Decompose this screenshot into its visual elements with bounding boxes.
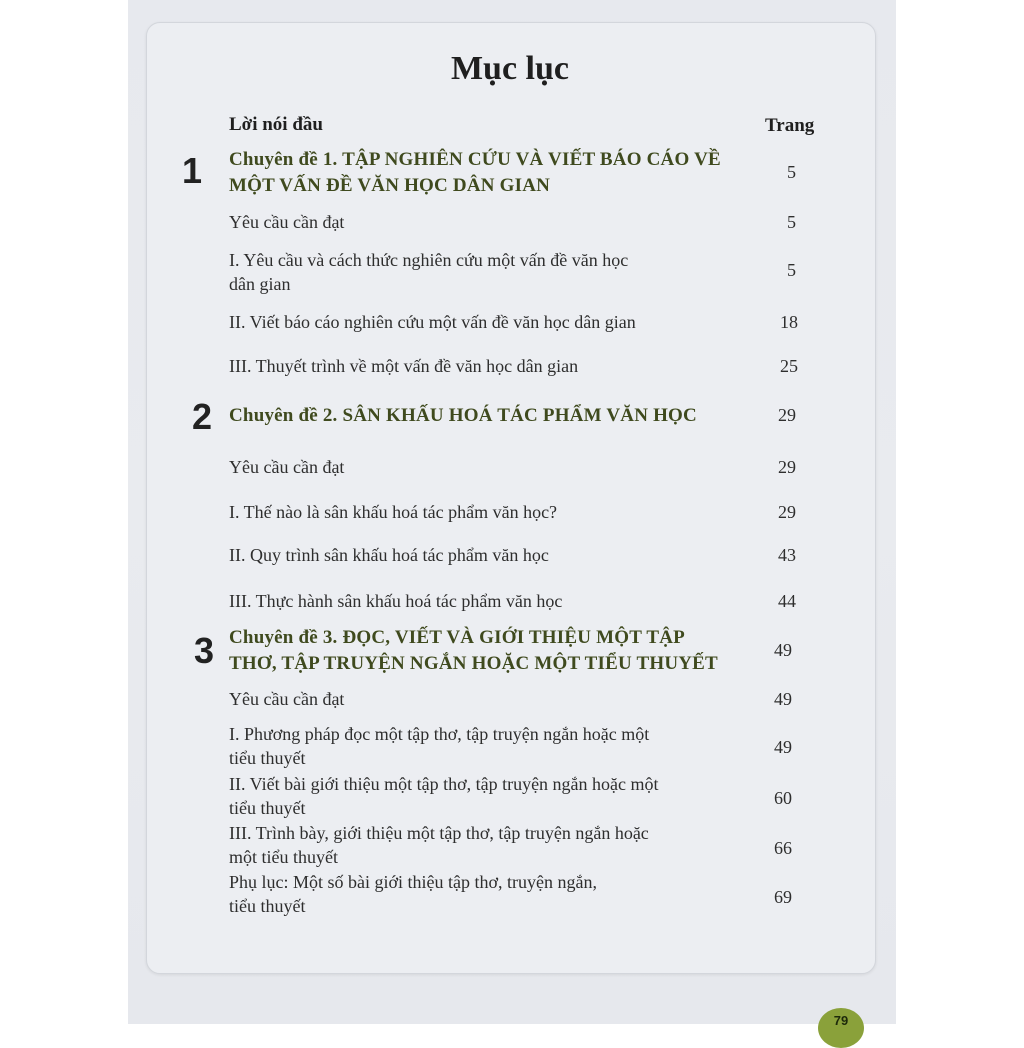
toc-entry xyxy=(229,248,729,296)
chapter-title-line: MỘT VẤN ĐỀ VĂN HỌC DÂN GIAN xyxy=(229,175,551,196)
toc-entry-page: 60 xyxy=(774,788,792,808)
chapter-title xyxy=(229,147,749,199)
chapter-number: 3 xyxy=(194,630,215,671)
toc-entry xyxy=(229,821,729,869)
chapter-title-line: Chuyên đề 2. SÂN KHẤU HOÁ TÁC PHẨM VĂN HỌC xyxy=(229,405,697,426)
toc-entry xyxy=(229,310,729,334)
chapter-number: 2 xyxy=(192,396,213,437)
page-title: Mục lục xyxy=(450,50,570,87)
toc-entry-page: 18 xyxy=(780,312,798,332)
toc-entry-page: 5 xyxy=(787,260,796,280)
chapter-title-line: THƠ, TẬP TRUYỆN NGẮN HOẶC MỘT TIỂU THUYẾT xyxy=(229,653,718,674)
toc-entry-page: 25 xyxy=(780,356,798,376)
toc-entry xyxy=(229,870,729,918)
chapter-page: 49 xyxy=(774,640,792,660)
chapter-title-line: Chuyên đề 1. TẬP NGHIÊN CỨU VÀ VIẾT BÁO CÁO VỀ xyxy=(229,149,721,170)
toc-entry-line: III. Thực hành sân khấu hoá tác phẩm văn học xyxy=(229,591,563,611)
toc-entry-page: 49 xyxy=(774,737,792,757)
toc-entry-line: III. Thuyết trình về một vấn đề văn học dân gian xyxy=(229,356,579,376)
chapter-number: 1 xyxy=(182,150,203,191)
toc-entry xyxy=(229,354,729,378)
page-number-badge: 79 xyxy=(818,1008,864,1048)
toc-entry xyxy=(229,543,729,567)
toc-entry-line: tiểu thuyết xyxy=(229,798,306,818)
preface-label: Lời nói đầu xyxy=(229,114,323,135)
toc-entry-page: 43 xyxy=(778,545,796,565)
toc-entry-page: 49 xyxy=(774,689,792,709)
toc-entry xyxy=(229,500,729,524)
toc-entry-page: 66 xyxy=(774,838,792,858)
chapter-title-line: Chuyên đề 3. ĐỌC, VIẾT VÀ GIỚI THIỆU MỘT TẬP xyxy=(229,627,685,648)
toc-entry-line: một tiểu thuyết xyxy=(229,847,338,867)
toc-entry xyxy=(229,687,729,711)
toc-entry xyxy=(229,589,729,613)
toc-entry-page: 69 xyxy=(774,887,792,907)
toc-entry xyxy=(229,772,729,820)
chapter-title xyxy=(229,403,749,429)
toc-entry-line: dân gian xyxy=(229,274,291,294)
toc-entry-line: I. Thế nào là sân khấu hoá tác phẩm văn học? xyxy=(229,502,558,522)
toc-entry xyxy=(229,210,729,234)
page-column-header: Trang xyxy=(765,115,815,136)
toc-entry-line: tiểu thuyết xyxy=(229,748,306,768)
toc-entry-line: II. Viết bài giới thiệu một tập thơ, tập truyện ngắn hoặc một xyxy=(229,774,659,794)
toc-entry-line: Yêu cầu cần đạt xyxy=(229,689,345,709)
toc-entry-line: II. Quy trình sân khấu hoá tác phẩm văn học xyxy=(229,545,549,565)
toc-entry-line: tiểu thuyết xyxy=(229,896,306,916)
toc-entry-line: Phụ lục: Một số bài giới thiệu tập thơ, truyện ngắn, xyxy=(229,872,597,892)
toc-entry-line: I. Phương pháp đọc một tập thơ, tập truyện ngắn hoặc một xyxy=(229,724,650,744)
toc-entry-page: 29 xyxy=(778,457,796,477)
chapter-page: 29 xyxy=(778,405,796,425)
toc-entry-line: II. Viết báo cáo nghiên cứu một vấn đề văn học dân gian xyxy=(229,312,636,332)
toc-entry-line: Yêu cầu cần đạt xyxy=(229,457,345,477)
chapter-title xyxy=(229,625,749,677)
toc-entry-line: I. Yêu cầu và cách thức nghiên cứu một vấn đề văn học xyxy=(229,250,629,270)
toc-entry-page: 29 xyxy=(778,502,796,522)
toc-entry-line: Yêu cầu cần đạt xyxy=(229,212,345,232)
toc-entry-page: 5 xyxy=(787,212,796,232)
toc-entry xyxy=(229,455,729,479)
toc-entry-page: 44 xyxy=(778,591,796,611)
toc-entry xyxy=(229,722,729,770)
toc-entry-line: III. Trình bày, giới thiệu một tập thơ, tập truyện ngắn hoặc xyxy=(229,823,649,843)
chapter-page: 5 xyxy=(787,162,796,182)
